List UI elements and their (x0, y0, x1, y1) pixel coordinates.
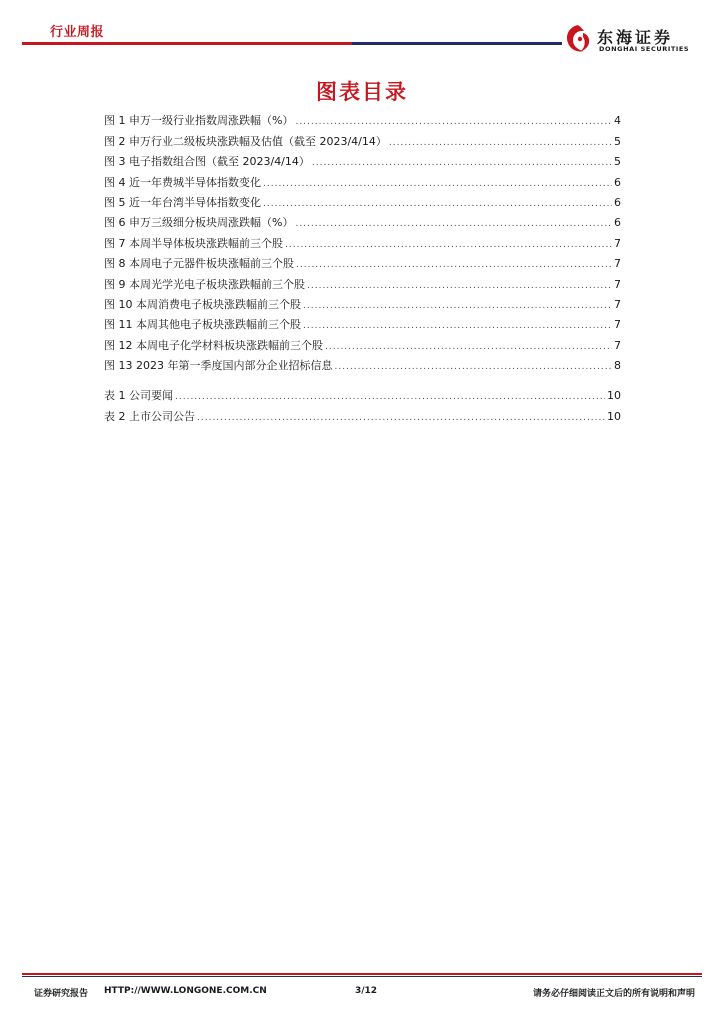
toc-entry[interactable] (104, 312, 621, 332)
toc-leader-dots (312, 157, 612, 169)
toc-entry-label: 图 8 本周电子元器件板块涨幅前三个股 (104, 257, 294, 271)
header-rule-red (22, 42, 352, 45)
toc-entry-label: 图 10 本周消费电子板块涨跌幅前三个股 (104, 297, 301, 311)
toc-entry-page: 4 (614, 114, 621, 128)
section-label: 行业周报 (50, 25, 105, 40)
dragon-logo-icon (561, 22, 595, 56)
toc-entry-page: 7 (614, 297, 621, 311)
toc-entry[interactable] (104, 353, 621, 373)
toc-entry-page: 6 (614, 175, 621, 189)
toc-leader-dots (303, 320, 612, 332)
toc-entry-label: 图 11 本周其他电子板块涨跌幅前三个股 (104, 318, 301, 332)
toc-entry-page: 7 (614, 338, 621, 352)
toc-leader-dots (263, 178, 612, 190)
toc-entry[interactable] (104, 210, 621, 230)
toc-entry[interactable] (104, 108, 621, 128)
toc-entry-label: 表 1 公司要闻 (104, 389, 173, 403)
toc-leader-dots (197, 412, 605, 424)
toc-entry[interactable] (104, 230, 621, 250)
toc-entry[interactable] (104, 128, 621, 148)
page-title: 图表目录 (316, 80, 408, 104)
header-rule-blue (352, 42, 562, 45)
toc-leader-dots (285, 239, 612, 251)
toc-entry[interactable] (104, 251, 621, 271)
toc-entry-page: 6 (614, 195, 621, 209)
toc-leader-dots (295, 116, 612, 128)
toc-leader-dots (263, 198, 612, 210)
footer-website-link[interactable]: HTTP://WWW.LONGONE.COM.CN (104, 986, 267, 996)
figure-table-of-contents (104, 108, 621, 424)
footer-disclaimer: 请务必仔细阅读正文后的所有说明和声明 (532, 989, 695, 999)
logo-chinese-name: 东海证券 (597, 28, 674, 47)
toc-leader-dots (296, 259, 612, 271)
footer-rule-blue (22, 976, 702, 977)
footer-rule-red (22, 973, 702, 975)
toc-leader-dots (307, 280, 612, 292)
toc-entry-label: 图 6 申万三级细分板块周涨跌幅（%） (104, 216, 294, 230)
toc-entry[interactable] (104, 190, 621, 210)
toc-entry-label: 图 1 申万一级行业指数周涨跌幅（%） (104, 114, 294, 128)
toc-leader-dots (334, 361, 612, 373)
toc-entry-label: 图 5 近一年台湾半导体指数变化 (104, 195, 261, 209)
toc-entry[interactable] (104, 292, 621, 312)
toc-entry-label: 图 7 本周半导体板块涨跌幅前三个股 (104, 236, 283, 250)
toc-entry-page: 10 (607, 409, 621, 423)
toc-leader-dots (389, 137, 612, 149)
toc-leader-dots (295, 218, 612, 230)
toc-entry-page: 7 (614, 236, 621, 250)
toc-entry-page: 10 (607, 389, 621, 403)
toc-entry-label: 图 13 2023 年第一季度国内部分企业招标信息 (104, 359, 333, 373)
toc-entry-page: 5 (614, 155, 621, 169)
toc-section-gap (104, 373, 621, 383)
toc-entry-label: 表 2 上市公司公告 (104, 409, 195, 423)
toc-entry-page: 7 (614, 318, 621, 332)
toc-entry-label: 图 4 近一年费城半导体指数变化 (104, 175, 261, 189)
toc-table-entry[interactable] (104, 403, 621, 423)
toc-entry-page: 7 (614, 257, 621, 271)
toc-entry-label: 图 12 本周电子化学材料板块涨跌幅前三个股 (104, 338, 323, 352)
toc-entry[interactable] (104, 271, 621, 291)
toc-table-entry[interactable] (104, 383, 621, 403)
toc-entry-label: 图 2 申万行业二级板块涨跌幅及估值（截至 2023/4/14） (104, 134, 387, 148)
toc-entry-page: 5 (614, 134, 621, 148)
toc-entry-page: 6 (614, 216, 621, 230)
footer-page-number: 3/12 (355, 986, 378, 996)
toc-entry-label: 图 9 本周光学光电子板块涨跌幅前三个股 (104, 277, 305, 291)
toc-entry-page: 8 (614, 359, 621, 373)
toc-leader-dots (325, 341, 612, 353)
toc-entry[interactable] (104, 149, 621, 169)
toc-entry[interactable] (104, 332, 621, 352)
toc-leader-dots (175, 391, 605, 403)
toc-entry-page: 7 (614, 277, 621, 291)
toc-entry[interactable] (104, 169, 621, 189)
toc-entry-label: 图 3 电子指数组合图（截至 2023/4/14） (104, 155, 310, 169)
logo-english-name: DONGHAI SECURITIES (599, 45, 690, 53)
donghai-logo (561, 22, 701, 56)
toc-leader-dots (303, 300, 612, 312)
footer-report-type: 证券研究报告 (34, 989, 89, 999)
